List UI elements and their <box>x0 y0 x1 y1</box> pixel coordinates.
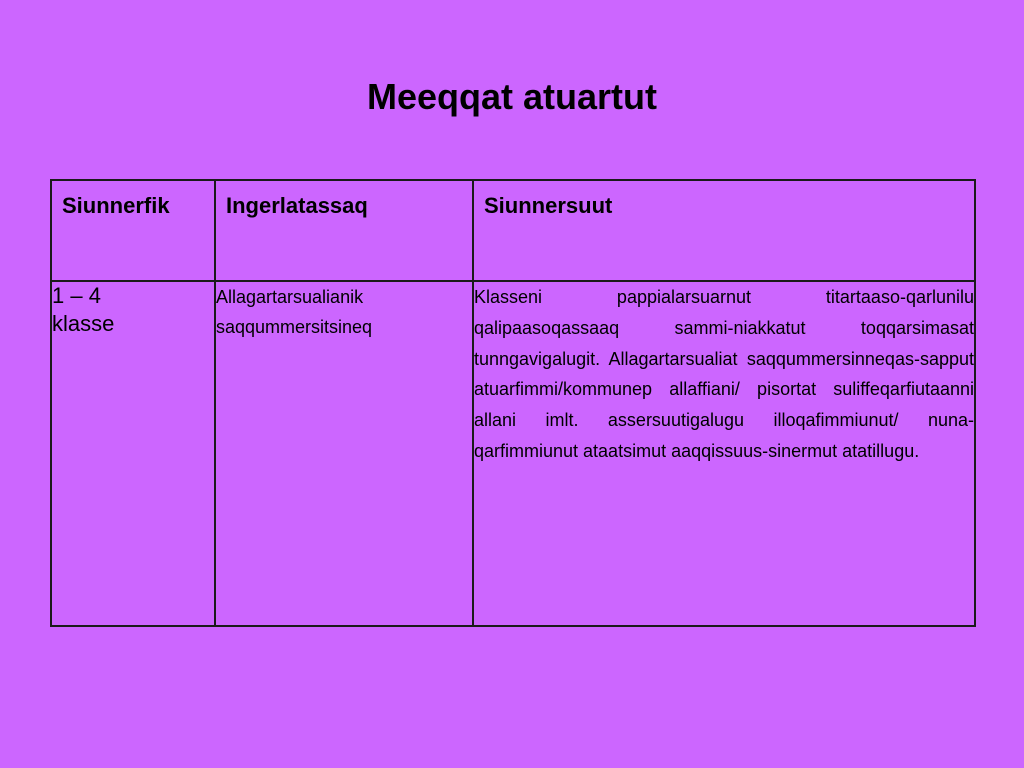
column-header-siunnersuut: Siunnersuut <box>473 180 975 281</box>
activity-line-2: saqqummersitsineq <box>216 317 373 337</box>
column-header-ingerlatassaq: Ingerlatassaq <box>215 180 473 281</box>
activity-line-1: Allagartarsualianik <box>216 287 364 307</box>
grade-unit-text: klasse <box>52 311 115 336</box>
plan-table <box>50 179 976 627</box>
grade-cell <box>51 281 215 626</box>
grade-range-text: 1 – 4 <box>52 283 101 308</box>
suggestion-text: Klasseni pappialarsuarnut titartaaso-qarlunilu qalipaasoqassaaq sammi-niakkatut toqqarsimasat tunngavigalugit. Allagartarsualiat saqqummersinneqas-sapput atuarfimmi/kommunep allaffiani/ pisortat suliffeqarfiutaanni allani imlt. assersuutigalugu illoqafimmiunut/ nuna-qarfimmiunut ataatsimut aaqqissuus-sinermut atatillugu. <box>474 287 974 461</box>
table-row <box>51 281 975 626</box>
activity-cell <box>215 281 473 626</box>
suggestion-cell <box>473 281 975 626</box>
column-header-siunnerfik: Siunnerfik <box>51 180 215 281</box>
table-header-row <box>51 180 975 281</box>
slide-title: Meeqqat atuartut <box>366 76 658 117</box>
